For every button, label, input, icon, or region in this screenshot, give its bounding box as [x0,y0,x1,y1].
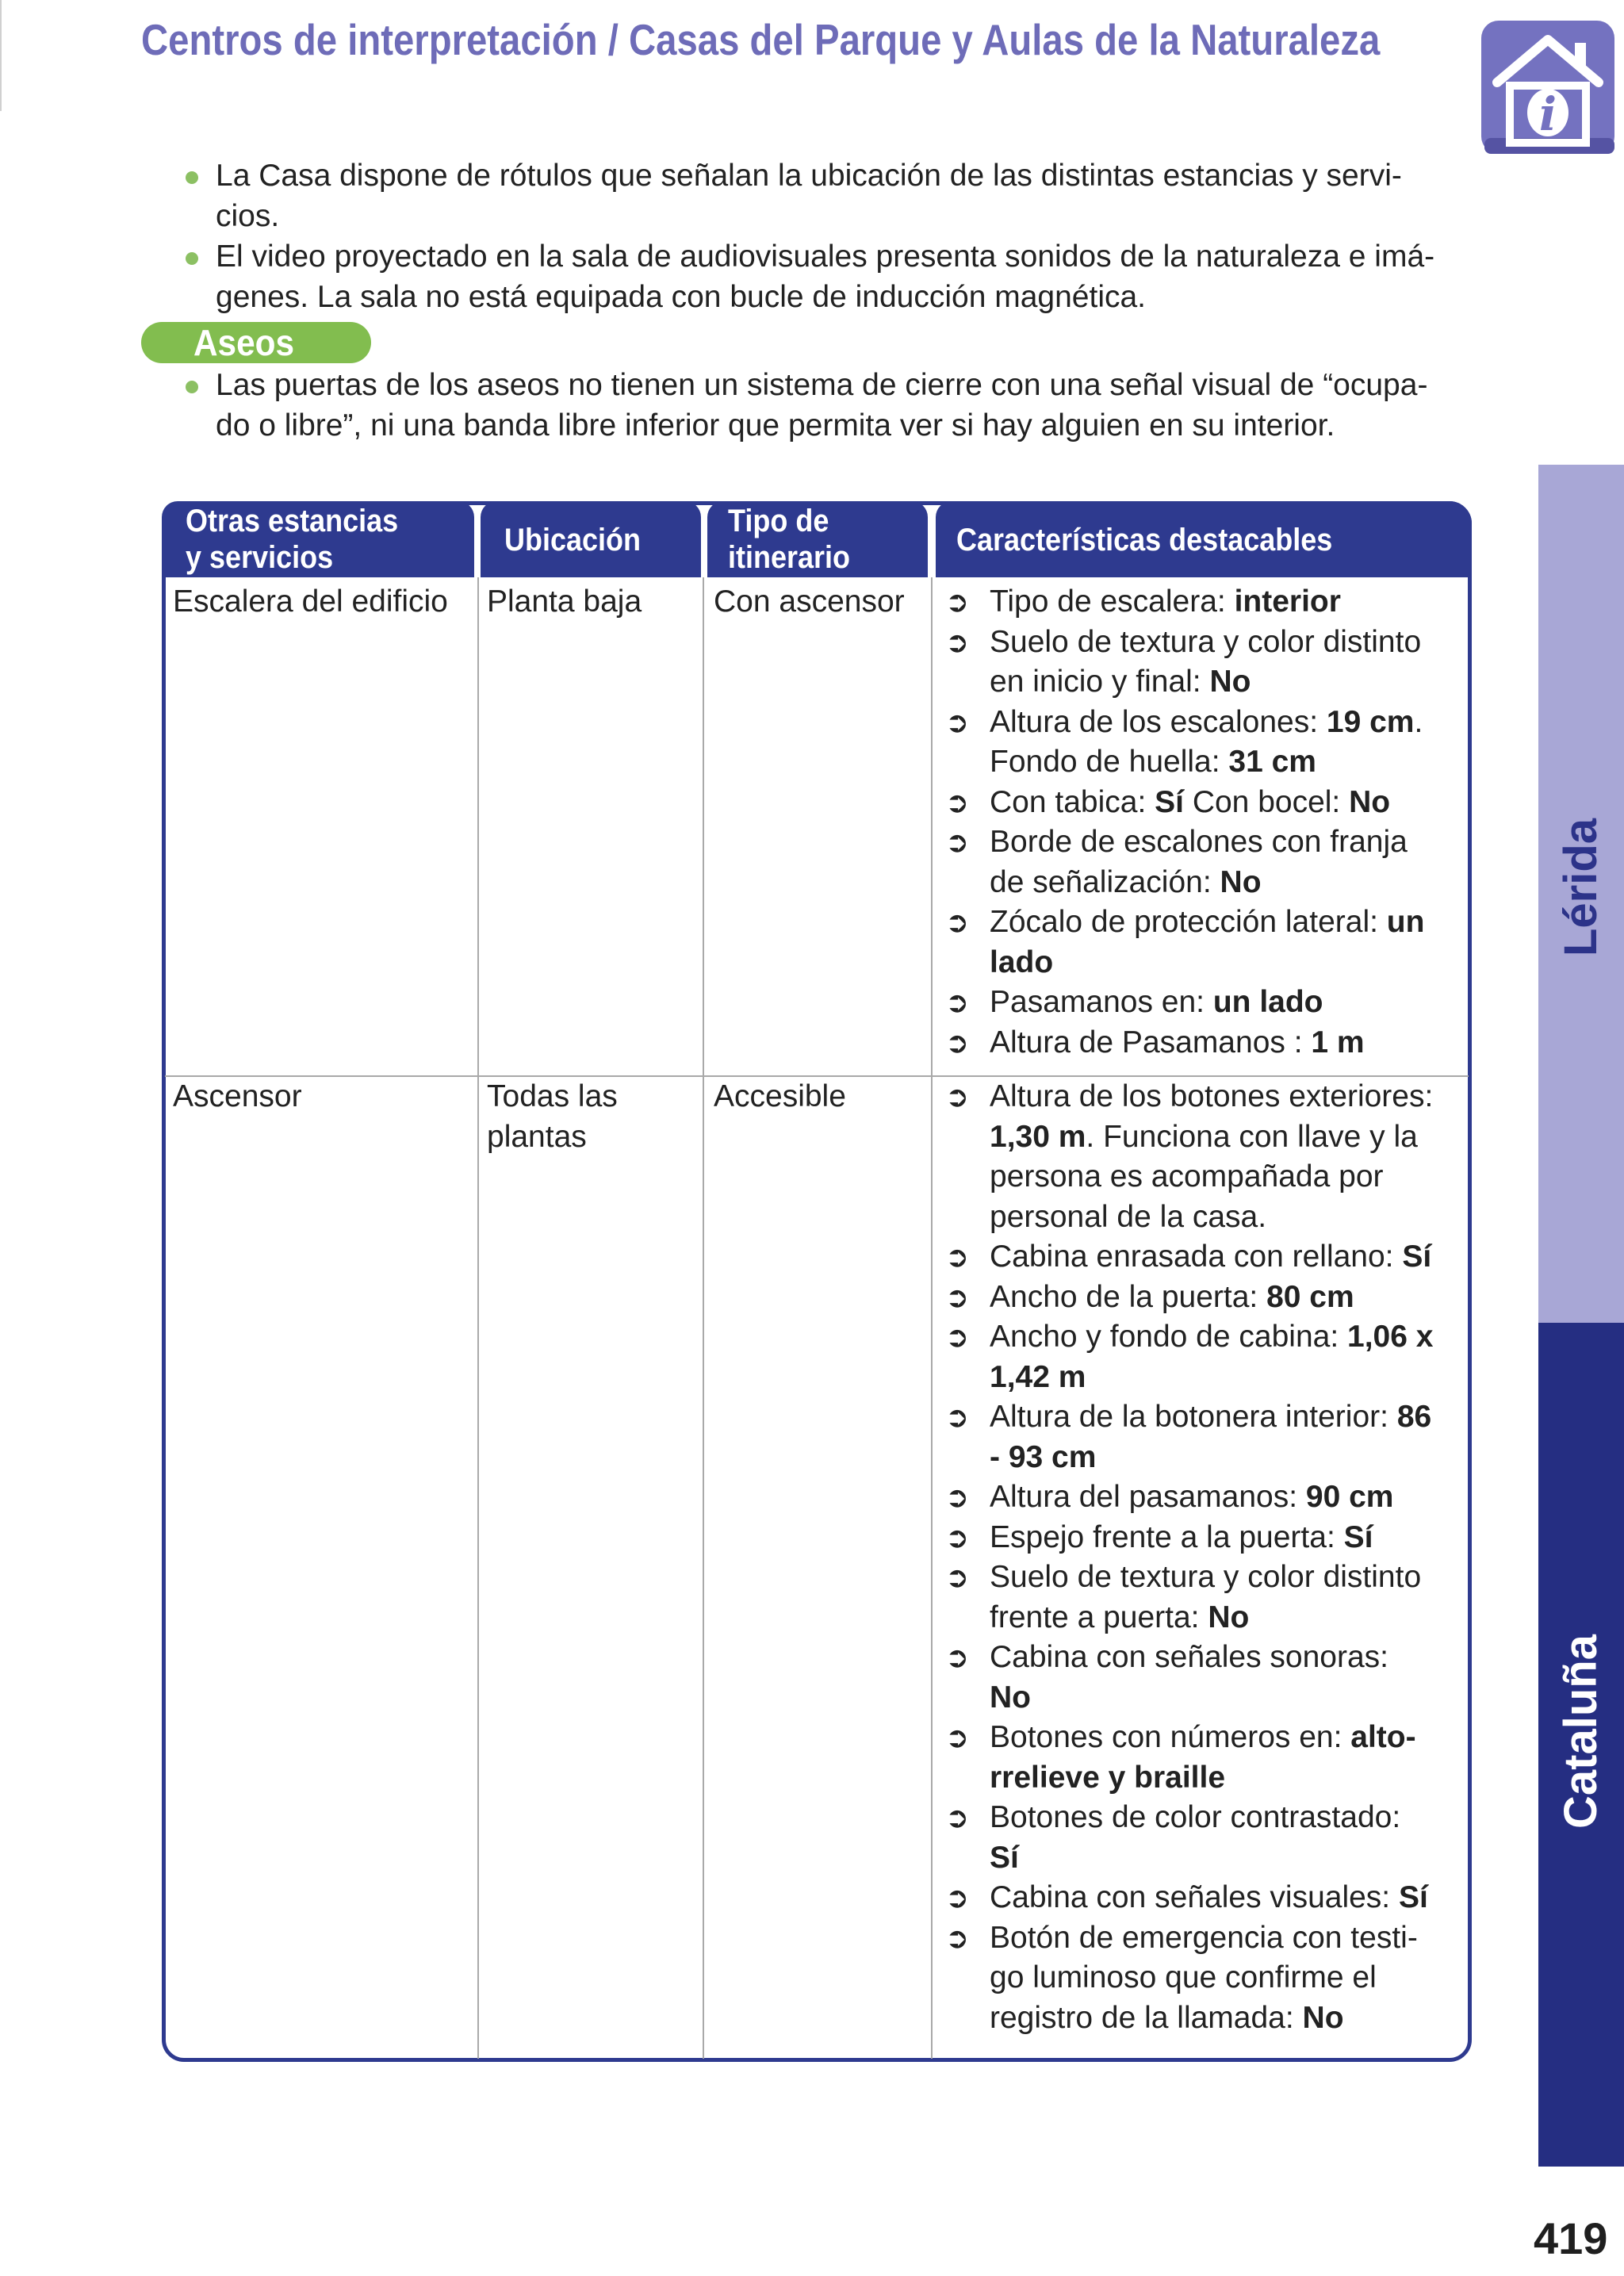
feature-label: . Funciona con llave y la [1086,1119,1418,1154]
arrow-bullet-icon: ➲ [945,625,970,658]
table-cell-ubicacion [487,582,642,623]
bullet-text-line: Las puertas de los aseos no tienen un sistema de cierre con una señal visual de “ocupa- [216,368,1428,402]
feature-item [945,703,1461,783]
feature-item [945,902,1461,983]
feature-line [990,1598,1461,1638]
feature-value: Sí [1398,1880,1428,1914]
features-list-ascensor [945,1077,1461,2038]
feature-label: go luminoso que confirme el [990,1960,1377,1994]
feature-label: Ancho y fondo de cabina: [990,1320,1347,1354]
column-divider [931,577,933,2059]
feature-value: interior [1234,584,1341,619]
table-header-caracteristicas [936,501,1472,577]
feature-value: Sí [990,1840,1019,1875]
feature-line [990,582,1461,623]
feature-value: No [1349,784,1391,819]
feature-label: Botones de color contrastado: [990,1800,1401,1834]
feature-value: un [1386,905,1425,939]
table-cell-estancia: Ascensor [173,1079,302,1113]
feature-label: personal de la casa. [990,1199,1267,1234]
feature-value: rrelieve y braille [990,1760,1226,1795]
side-tab-label-lerida: Lérida [1555,818,1607,956]
feature-line [990,1477,1461,1518]
table-cell-ubicacion [487,1077,618,1157]
feature-item [945,1798,1461,1878]
feature-label: Cabina con señales sonoras: [990,1640,1388,1674]
header-line: Características destacables [956,523,1333,558]
feature-value: 1 m [1311,1025,1365,1059]
arrow-bullet-icon: ➲ [945,1240,970,1273]
feature-item [945,1718,1461,1798]
cell-line: Todas las [487,1079,618,1113]
bullet-dot-icon [186,252,198,265]
arrow-bullet-icon: ➲ [945,986,970,1018]
arrow-bullet-icon: ➲ [945,826,970,858]
feature-line [990,902,1461,943]
feature-line [990,983,1461,1023]
feature-line [990,1023,1461,1063]
feature-value: 90 cm [1305,1480,1394,1514]
features-list-escalera [945,582,1461,1063]
feature-item [945,1397,1461,1477]
feature-value: No [1208,1600,1250,1634]
feature-value: 31 cm [1228,745,1316,779]
arrow-bullet-icon: ➲ [945,906,970,938]
feature-item [945,1077,1461,1237]
feature-line [990,1317,1461,1358]
column-divider [703,577,704,2059]
bullet-text-line: La Casa dispone de rótulos que señalan la ubicación de las distintas estancias y servi- [216,159,1402,193]
feature-item [945,1317,1461,1397]
feature-value: 1,42 m [990,1359,1086,1394]
feature-value: No [1220,864,1262,899]
feature-line [990,662,1461,703]
table-cell-itinerario: Accesible [714,1079,846,1113]
feature-label: Ancho de la puerta: [990,1279,1267,1314]
feature-line [990,1878,1461,1918]
feature-item [945,822,1461,902]
feature-line [990,1998,1461,2039]
feature-item [945,582,1461,623]
feature-value: alto- [1350,1720,1416,1754]
feature-item [945,1023,1461,1063]
feature-label: registro de la llamada: [990,2000,1303,2035]
feature-label: Altura de los escalones: [990,704,1327,739]
feature-line [990,1558,1461,1598]
arrow-bullet-icon: ➲ [945,1080,970,1113]
arrow-bullet-icon: ➲ [945,1280,970,1313]
page-title: Centros de interpretación / Casas del Parque y Aulas de la Naturaleza [141,15,1381,64]
feature-line [990,1237,1461,1278]
feature-value: No [1209,665,1251,699]
feature-item [945,623,1461,703]
feature-line [990,863,1461,903]
feature-label: en inicio y final: [990,665,1210,699]
bullet-text-line: cios. [216,199,280,233]
feature-item [945,1237,1461,1278]
feature-label: Cabina enrasada con rellano: [990,1240,1403,1274]
table-cell-estancia: Escalera del edificio [173,584,448,619]
header-line: Tipo de [728,504,829,538]
feature-item [945,1477,1461,1518]
feature-label: Botón de emergencia con testi- [990,1920,1418,1955]
feature-value: 80 cm [1266,1279,1354,1314]
list-item [184,236,1469,317]
feature-item [945,983,1461,1023]
feature-label: Altura del pasamanos: [990,1480,1306,1514]
feature-label: Espejo frente a la puerta: [990,1519,1344,1554]
feature-line [990,1438,1461,1478]
feature-line [990,943,1461,983]
bullet-dot-icon [186,171,198,184]
arrow-bullet-icon: ➲ [945,1881,970,1914]
feature-line [990,1638,1461,1678]
feature-label: Zócalo de protección lateral: [990,905,1387,939]
arrow-bullet-icon: ➲ [945,1801,970,1833]
feature-line [990,822,1461,863]
section-heading-label: Aseos [193,322,295,363]
feature-label: Cabina con señales visuales: [990,1880,1399,1914]
feature-line [990,1958,1461,1998]
arrow-bullet-icon: ➲ [945,705,970,738]
feature-line [990,1077,1461,1117]
feature-line [990,1798,1461,1838]
bullet-dot-icon [186,381,198,393]
feature-label: frente a puerta: [990,1600,1208,1634]
arrow-bullet-icon: ➲ [945,1481,970,1513]
feature-label: Altura de Pasamanos : [990,1025,1312,1059]
feature-line [990,1838,1461,1879]
feature-line [990,1278,1461,1318]
feature-label: Altura de los botones exteriores: [990,1079,1434,1113]
column-divider [477,577,479,2059]
feature-value: 19 cm [1326,704,1415,739]
feature-label: Altura de la botonera interior: [990,1400,1397,1434]
svg-text:i: i [1538,87,1557,141]
table-header-estancias [162,501,474,577]
feature-value: 86 [1396,1400,1432,1434]
feature-line [990,1918,1461,1959]
side-tab-label-cataluna: Cataluña [1555,1634,1607,1829]
header-line: y servicios [186,540,334,575]
feature-label: Suelo de textura y color distinto [990,1560,1422,1594]
bullet-text-line: El video proyectado en la sala de audiovisuales presenta sonidos de la naturaleza e imá- [216,239,1435,274]
feature-label: Tipo de escalera: [990,584,1235,619]
feature-item [945,783,1461,823]
feature-line [990,1358,1461,1398]
arrow-bullet-icon: ➲ [945,1400,970,1433]
feature-value: - 93 cm [990,1439,1097,1474]
feature-value: lado [990,945,1054,979]
arrow-bullet-icon: ➲ [945,1025,970,1059]
header-line: Ubicación [504,523,642,558]
feature-line [990,1197,1461,1238]
table-cell-itinerario: Con ascensor [714,584,905,619]
feature-line [990,703,1461,743]
arrow-bullet-icon: ➲ [945,1561,970,1593]
feature-label: Botones con números en: [990,1720,1351,1754]
list-item [184,365,1469,446]
header-line: itinerario [728,540,851,575]
arrow-bullet-icon: ➲ [945,1520,970,1554]
bullet-text-line: do o libre”, ni una banda libre inferior que permita ver si hay alguien en su interior. [216,408,1335,443]
feature-line [990,1157,1461,1197]
header-line: Otras estancias [186,504,399,538]
feature-label: Suelo de textura y color distinto [990,624,1422,659]
arrow-bullet-icon: ➲ [945,1721,970,1753]
feature-label: persona es acompañada por [990,1159,1384,1194]
cell-line: plantas [487,1119,587,1154]
feature-line [990,1718,1461,1758]
cell-line: Planta baja [487,584,642,619]
feature-item [945,1638,1461,1718]
feature-label: Fondo de huella: [990,745,1229,779]
feature-line [990,742,1461,783]
arrow-bullet-icon: ➲ [945,585,970,618]
bullet-text-line: genes. La sala no está equipada con bucle de inducción magnética. [216,280,1147,314]
page-edge-line [0,0,2,111]
arrow-bullet-icon: ➲ [945,785,970,818]
feature-line [990,1678,1461,1718]
arrow-bullet-icon: ➲ [945,1641,970,1673]
intro-bullet-list [184,155,1469,317]
feature-item [945,1918,1461,2039]
feature-value: 1,30 m [990,1119,1086,1154]
table-header-itinerario [707,501,928,577]
arrow-bullet-icon: ➲ [945,1320,970,1353]
feature-line [990,1397,1461,1438]
feature-value: un lado [1212,985,1323,1019]
feature-line [990,1758,1461,1799]
section-heading-aseos [141,322,371,363]
feature-label: Con tabica: [990,784,1155,819]
arrow-bullet-icon: ➲ [945,1921,970,1954]
list-item [184,155,1469,236]
feature-value: No [1302,2000,1344,2035]
feature-label: de señalización: [990,864,1220,899]
aseos-bullet-list [184,365,1469,446]
feature-line [990,623,1461,663]
feature-line [990,1518,1461,1558]
feature-line [990,783,1461,823]
feature-label: Pasamanos en: [990,985,1213,1019]
feature-value: Sí [1343,1519,1373,1554]
page-number: 419 [1534,2213,1608,2263]
feature-value: Sí [1155,784,1184,819]
feature-item [945,1278,1461,1318]
feature-label: Con bocel: [1183,784,1350,819]
house-info-icon [1480,19,1616,155]
feature-line [990,1117,1461,1158]
feature-item [945,1878,1461,1918]
feature-value: No [990,1680,1031,1715]
feature-value: 1,06 x [1347,1320,1434,1354]
feature-label: . [1414,704,1423,739]
feature-label: Borde de escalones con franja [990,825,1408,859]
table-header-ubicacion [481,501,701,577]
feature-item [945,1518,1461,1558]
feature-value: Sí [1402,1240,1432,1274]
feature-item [945,1558,1461,1638]
